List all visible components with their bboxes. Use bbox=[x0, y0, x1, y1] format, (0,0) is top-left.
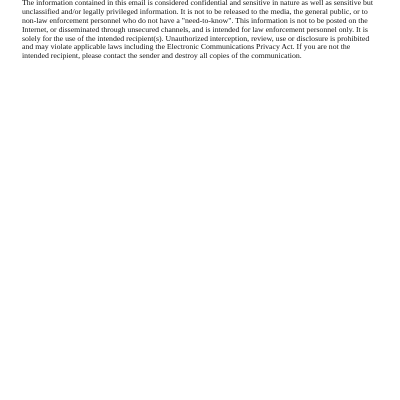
confidentiality-notice bbox=[22, 0, 378, 61]
notice-body: The information contained in this email is considered confidential and sensitive in nature as well as sensitive but unclassified and/or legally privileged information. It is not to be released to the media, the general public, or to non-law enforcement personnel who do not have a "need-to-know". This information is not to be posted on the Internet, or disseminated through unsecured channels, and is intended for law enforcement personnel only. It is solely for the use of the intended recipient(s). Unauthorized interception, review, use or disclosure is prohibited and may violate applicable laws including the Electronic Communications Privacy Act. If you are not the intended recipient, please contact the sender and destroy all copies of the communication. bbox=[22, 0, 373, 61]
